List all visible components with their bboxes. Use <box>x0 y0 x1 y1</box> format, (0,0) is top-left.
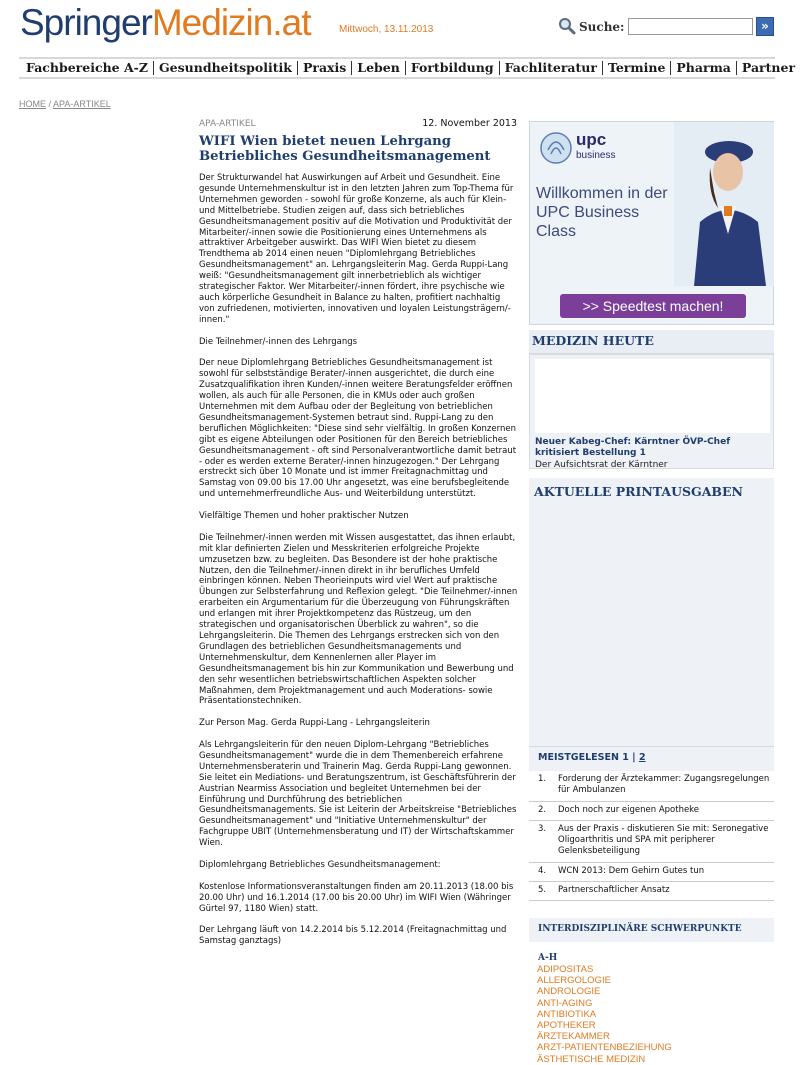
main-nav <box>19 57 796 79</box>
topic-link[interactable]: ADIPOSITAS <box>537 964 594 975</box>
article-paragraph: Die Teilnehmer/-innen werden mit Wissen ausgestattet, das ihnen erlaubt, mit klar definierten Zielen und Messkriterien erfolgreiche Projekte umzusetzen bzw. zu begleiten. Das Besondere ist der hohe praktische Nutzen, den die Teilnehmer/-innen direkt in ihr berufliches Umfeld einbringen können. Neben Theorieinputs wird viel Wert auf praktische Übungen zur Selbsterfahrung und Reflexion gelegt. "Die Teilnehmer/-innen erarbeiten ein Argumentarium für die Überzeugung von Führungskräften und erlangen mit ihrer Projektkompetenz das Rüstzeug, um den strategischen und organisatorischen Überblick zu wahren", so die Lehrgangsleiterin. Die Themen des Lehrgangs erstrecken sich von den Grundlagen des betrieblichen Gesundheitsmanagements und Unternehmenskultur, dem Kennenlernen aller Player im Gesundheitsmanagement bis hin zur Kommunikation und Bewerbung und den sehr wesentlichen betriebswirtschaftlichen Aspekten solcher Maßnahmen, dem Projektmanagement und auch Moderations- sowie Präsentationstechniken. <box>199 532 518 707</box>
ad-brand-sub: business <box>576 150 616 161</box>
article-paragraph: Der neue Diplomlehrgang Betriebliches Gesundheitsmanagement ist sowohl für selbstständige Berater/-innen ausgerichtet, die durch eine Zusatzqualifikation ihren Kunden/-innen weitere Beratungsfelder eröffnen wollen, als auch für alle Personen, die in KMUs oder auch großen Unternehmen mit dem Aufbau oder der Begleitung von betrieblichen Gesundheitsmanagement-Systemen betraut sind. Ruppi-Lang zu den beruflichen Möglichkeiten: "Diese sind sehr vielfältig. In großen Konzernen gibt es eigene Abteilungen oder Positionen für den Bereich betriebliches Gesundheitsmanagement - oft sind Personalverantwortliche damit betraut - oder es werden externe Berater/-innen hinzugezogen." Der Lehrgang erstreckt sich über 10 Monate und ist immer Freitagnachmittag und Samstag von 09.00 bis 17.00 Uhr angesetzt, was eine berufsbegleitende und unternehmerfreundliche Aus- und Weiterbildung unterstützt. <box>199 358 517 500</box>
meistgelesen-number: 1. <box>538 774 547 784</box>
topic-link[interactable]: ARZT-PATIENTENBEZIEHUNG <box>537 1042 672 1054</box>
meistgelesen-box <box>529 746 774 916</box>
nav-item-leben[interactable]: Leben <box>351 61 405 75</box>
interdisziplinaer-title: INTERDISZIPLINÄRE SCHWERPUNKTE <box>529 918 774 942</box>
article-subheading: Diplomlehrgang Betriebliches Gesundheitsmanagement: <box>199 859 441 870</box>
article-subheading: Vielfältige Themen und hoher praktischer Nutzen <box>199 511 409 522</box>
meistgelesen-number: 5. <box>538 885 547 896</box>
article-body <box>199 173 518 958</box>
breadcrumb-separator: / <box>48 99 52 109</box>
meistgelesen-item[interactable] <box>529 771 774 802</box>
topic-link[interactable]: ANDROLOGIE <box>537 986 601 998</box>
article-category: APA-ARTIKEL <box>199 119 256 129</box>
interdisziplinaer-range: A-H <box>538 953 558 963</box>
meistgelesen-page2[interactable]: 2 <box>638 752 646 763</box>
ad-person-image <box>674 122 774 286</box>
printausgaben-title: AKTUELLE PRINTAUSGABEN <box>529 478 774 746</box>
nav-item-fachbereiche[interactable]: Fachbereiche A-Z <box>26 60 148 75</box>
ad-banner[interactable] <box>529 121 774 325</box>
meistgelesen-separator: | <box>632 752 636 763</box>
meistgelesen-number: 4. <box>538 865 547 876</box>
article-paragraph: Als Lehrgangsleiterin für den neuen Diplom-Lehrgang "Betriebliches Gesundheitsmanagement" wurde die in dem Themenbereich erfahrene Unternehmensberaterin und Trainerin Mag. Gerda Ruppi-Lang gewonnen. Sie leitet ein Mediations- und Beratungszentrum, ist Geschäftsführerin der Austrian Nearmiss Association und begleitet Unternehmen bei der Einführung und Durchführung des betrieblichen Gesundheitsmanagements. Sie ist Leiterin der Arbeitskreise "Betriebliches Gesundheitsmanagement" und "Initiative Unternehmenskultur" der Fachgruppe UBIT (Unternehmensberatung und IT) der Wirtschaftskammer Wien. <box>199 740 517 849</box>
nav-item-fachliteratur[interactable]: Fachliteratur <box>499 61 602 75</box>
article-paragraph: Der Strukturwandel hat Auswirkungen auf Arbeit und Gesundheit. Eine gesunde Unternehmenskultur ist in den letzten Jahren zum Top-Thema für Unternehmen geworden - sowohl für große Konzerne, als auch für Klein- und Mittelbetriebe. Studien zeigen auf, dass sich betriebliches Gesundheitsmanagement positiv auf die Motivation und Produktivität der Mitarbeiter/-innen sowie die Positionierung eines Unternehmens als attraktiver Arbeitgeber auswirkt. Das WIFI Wien bietet zu diesem Trendthema ab 2014 einen neuen "Diplomlehrgang Betriebliches Gesundheitsmanagement" an. Lehrgangsleiterin Mag. Gerda Ruppi-Lang weiß: "Gesundheitsmanagement gilt innerbetrieblich als wichtiger strategischer Faktor. Wer Mitarbeiter/-innen fördert, ihre psychische wie auch körperliche Gesundheit in Balance zu halten, profitiert nachhaltig von zufriedenen, motivierten, innovativen und loyalen Leistungsträgern/-innen." <box>199 173 514 325</box>
breadcrumb <box>19 99 111 109</box>
topic-link[interactable]: APOTHEKER <box>537 1020 596 1032</box>
article-subheading: Zur Person Mag. Gerda Ruppi-Lang - Lehrgangsleiterin <box>199 718 430 729</box>
article-subheading: Die Teilnehmer/-innen des Lehrgangs <box>199 336 358 347</box>
header-date: Mittwoch, 13.11.2013 <box>339 24 434 35</box>
topic-link[interactable]: ANTI-AGING <box>537 997 593 1009</box>
meistgelesen-link[interactable]: Partnerschaftlicher Ansatz <box>558 885 670 896</box>
topic-link[interactable]: ÄRZTEKAMMER <box>537 1031 610 1043</box>
medizin-heute-teaser: Der Aufsichtsrat der Kärntner <box>535 460 668 470</box>
search-label: Suche: <box>579 20 625 34</box>
meistgelesen-item[interactable] <box>529 882 774 901</box>
meistgelesen-item[interactable] <box>529 802 774 821</box>
logo-part1: Springer <box>20 2 152 43</box>
site-logo[interactable] <box>20 2 311 44</box>
topic-link[interactable]: ANTIBIOTIKA <box>537 1008 597 1020</box>
search-icon <box>558 17 576 35</box>
meistgelesen-item[interactable] <box>529 863 774 882</box>
ad-brand: upc <box>576 130 607 149</box>
topic-link[interactable]: ÄSTHETISCHE MEDIZIN <box>537 1053 646 1065</box>
nav-item-gesundheitspolitik[interactable]: Gesundheitspolitik <box>153 61 297 75</box>
meistgelesen-item[interactable] <box>529 821 774 863</box>
medizin-heute-image <box>535 359 770 433</box>
article-paragraph: Kostenlose Informationsveranstaltungen finden am 20.11.2013 (18.00 bis 20.00 Uhr) und 16.1.2014 (17.00 bis 20.00 Uhr) im WIFI Wien (Währinger Gürtel 97, 1180 Wien) statt. <box>199 881 514 914</box>
breadcrumb-current[interactable]: APA-ARTIKEL <box>53 99 111 109</box>
meistgelesen-number: 3. <box>538 823 547 834</box>
article-paragraph: Der Lehrgang läuft von 14.2.2014 bis 5.12.2014 (Freitagnachmittag und Samstag ganztags) <box>199 925 507 947</box>
topic-link[interactable]: ALLERGOLOGIE <box>537 975 611 987</box>
meistgelesen-link[interactable]: Forderung der Ärztekammer: Zugangsregelungen für Ambulanzen <box>558 774 770 796</box>
article-date: 12. November 2013 <box>422 118 517 129</box>
medizin-heute-link[interactable]: Neuer Kabeg-Chef: Kärntner ÖVP-Chef kritisiert Bestellung 1 <box>535 437 731 458</box>
nav-item-praxis[interactable]: Praxis <box>297 61 351 75</box>
logo-part2: Medizin.at <box>151 2 311 43</box>
nav-item-partner[interactable]: Partner <box>736 61 800 75</box>
upc-logo-icon <box>536 126 576 170</box>
meistgelesen-link[interactable]: Doch noch zur eigenen Apotheke <box>558 804 700 815</box>
meistgelesen-link[interactable]: WCN 2013: Dem Gehirn Gutes tun <box>558 865 705 876</box>
nav-item-fortbildung[interactable]: Fortbildung <box>405 61 499 75</box>
article-title: WIFI Wien bietet neuen Lehrgang Betriebliches Gesundheitsmanagement <box>199 134 491 164</box>
meistgelesen-page1[interactable]: 1 <box>622 752 629 763</box>
meistgelesen-link[interactable]: Aus der Praxis - diskutieren Sie mit: Seronegative Oligoarthritis und SPA mit peripherer Gelenksbeteiligung <box>558 823 769 857</box>
ad-headline: Willkommen in der UPC Business Class <box>536 185 668 240</box>
meistgelesen-header <box>529 747 774 771</box>
search-input[interactable] <box>628 18 753 35</box>
meistgelesen-list <box>529 771 774 901</box>
search-submit-button[interactable]: » <box>756 17 774 36</box>
medizin-heute-title: MEDIZIN HEUTE <box>529 330 774 354</box>
interdisziplinaer-list <box>537 964 672 1065</box>
meistgelesen-number: 2. <box>538 804 547 815</box>
breadcrumb-home[interactable]: HOME <box>19 99 46 109</box>
medizin-heute-box <box>529 354 774 469</box>
nav-item-termine[interactable]: Termine <box>602 61 670 75</box>
nav-item-pharma[interactable]: Pharma <box>670 61 736 75</box>
speedtest-button[interactable]: >> Speedtest machen! <box>560 294 746 318</box>
meistgelesen-title: MEISTGELESEN <box>538 752 619 763</box>
